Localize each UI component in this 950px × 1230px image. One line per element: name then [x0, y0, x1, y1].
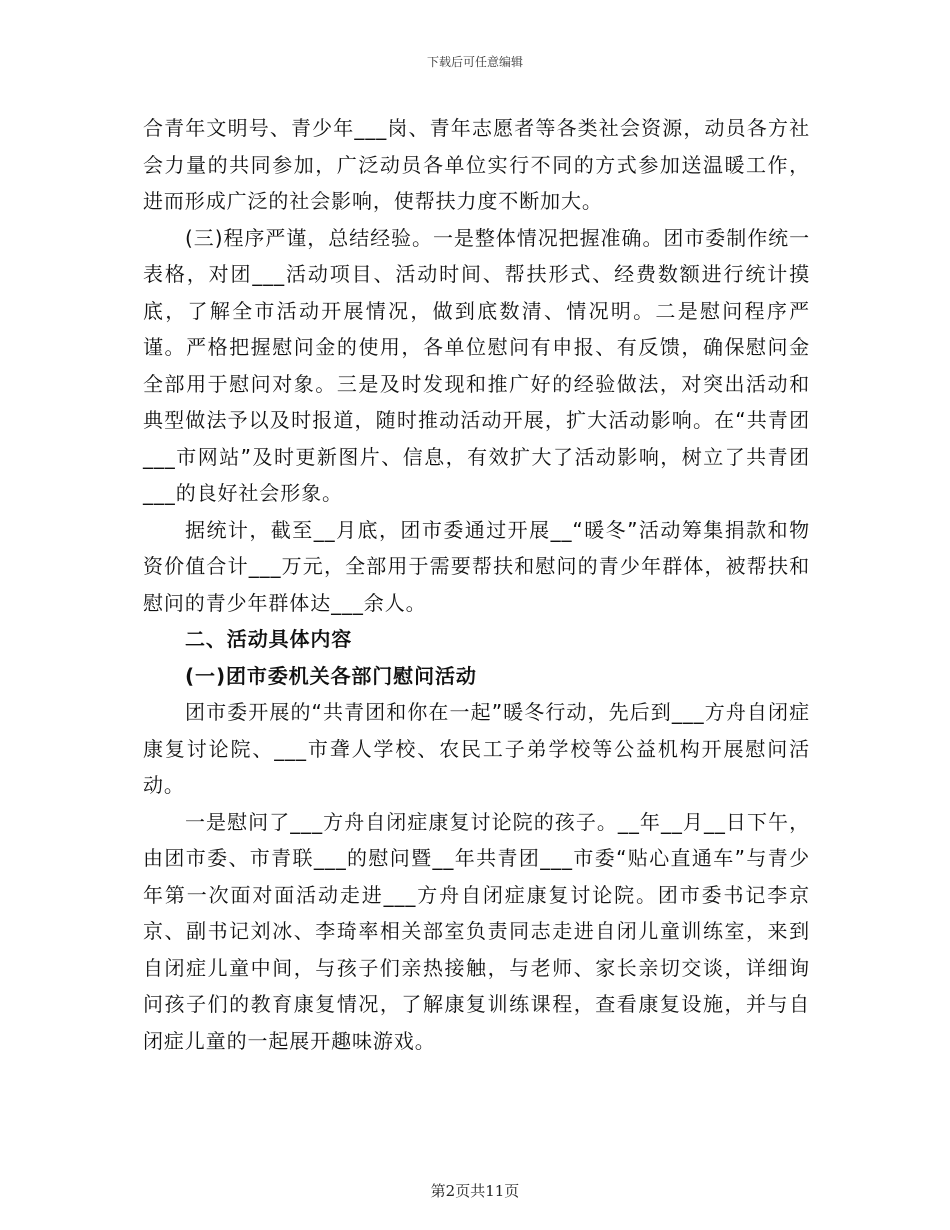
subsection-heading: (一)团市委机关各部门慰问活动	[185, 663, 477, 688]
paragraph-activity-intro: 团市委开展的“共青团和你在一起”暖冬行动，先后到___方舟自闭症康复讨论院、___市聋人学校、农民工子弟学校等公益机构开展慰问活动。	[143, 700, 810, 797]
section-heading: 二、活动具体内容	[185, 627, 353, 651]
paragraph-visit-detail: 一是慰问了___方舟自闭症康复讨论院的孩子。__年__月__日下午，由团市委、市青联___的慰问暨__年共青团___市委“贴心直通车”与青少年第一次面对面活动走进___方舟自闭症康复讨论院。团市委书记李京京、副书记刘冰、李琦率相关部室负责同志走进自闭儿童训练室，来到自闭症儿童中间，与孩子们亲热接触，与老师、家长亲切交谈，详细询问孩子们的教育康复情况，了解康复训练课程，查看康复设施，并与自闭症儿童的一起展开趣味游戏。	[143, 809, 810, 1053]
paragraph-continuation: 合青年文明号、青少年___岗、青年志愿者等各类社会资源，动员各方社会力量的共同参加，广泛动员各单位实行不同的方式参加送温暖工作，进而形成广泛的社会影响，使帮扶力度不断加大。	[143, 116, 810, 213]
paragraph-procedure: (三)程序严谨，总结经验。一是整体情况把握准确。团市委制作统一表格，对团___活动项目、活动时间、帮扶形式、经费数额进行统计摸底，了解全市活动开展情况，做到底数清、情况明。二是慰问程序严谨。严格把握慰问金的使用，各单位慰问有申报、有反馈，确保慰问金全部用于慰问对象。三是及时发现和推广好的经验做法，对突出活动和典型做法予以及时报道，随时推动活动开展，扩大活动影响。在“共青团___市网站”及时更新图片、信息，有效扩大了活动影响，树立了共青团___的良好社会形象。	[143, 225, 810, 505]
paragraph-statistics: 据统计，截至__月底，团市委通过开展__“暖冬”活动筹集捐款和物资价值合计___万元，全部用于需要帮扶和慰问的青少年群体，被帮扶和慰问的青少年群体达___余人。	[143, 517, 810, 615]
page-footer: 第2页共11页	[430, 1182, 520, 1200]
page-header: 下载后可任意编辑	[426, 55, 523, 69]
document-body	[143, 110, 810, 1059]
